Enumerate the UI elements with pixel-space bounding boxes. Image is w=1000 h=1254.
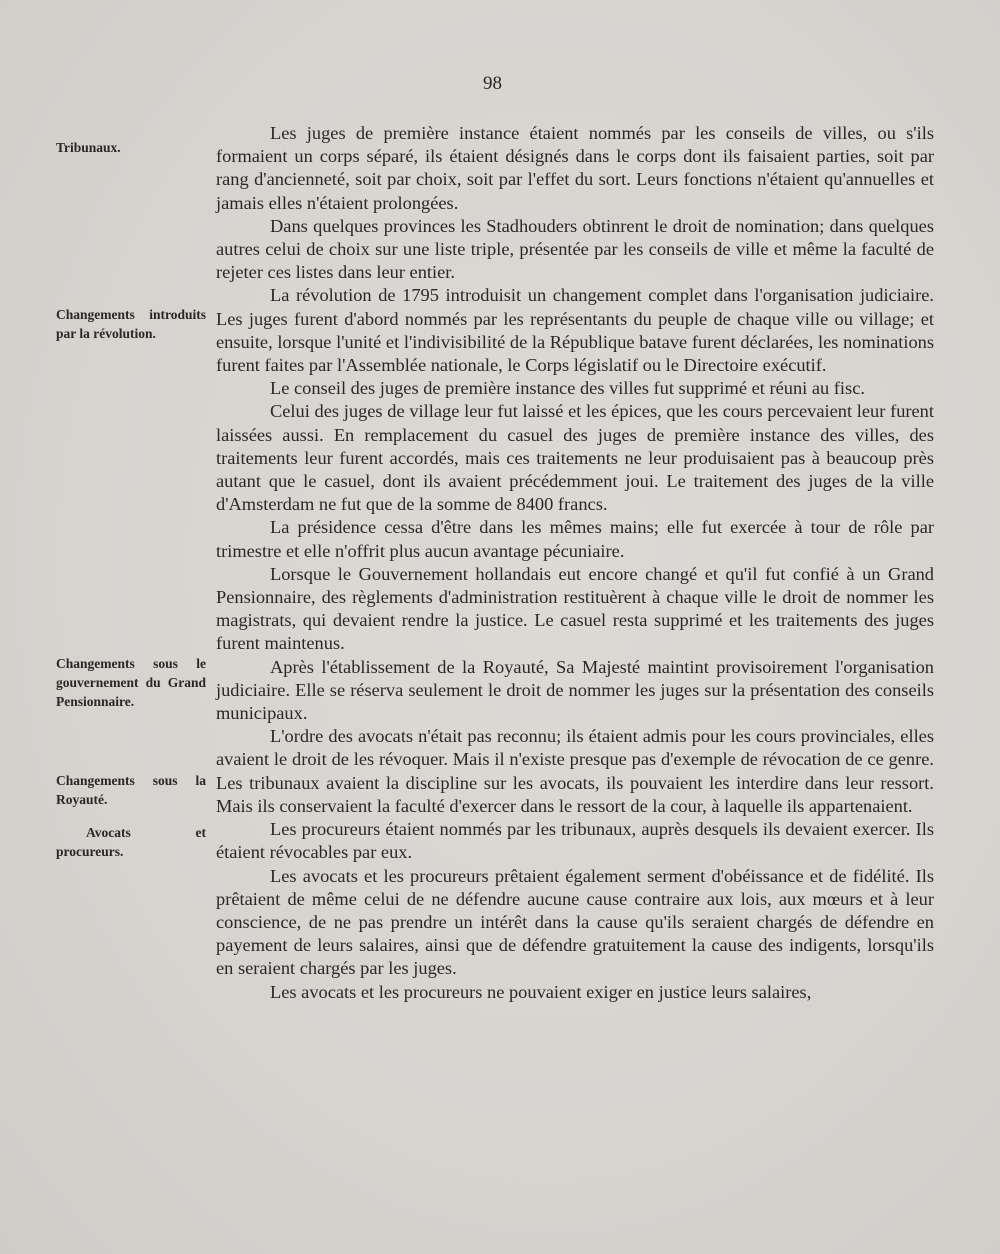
- paragraph: Lorsque le Gouvernement hollandais eut encore changé et qu'il fut confié à un Grand Pensionnaire, des règlements d'administration restituèrent à chaque ville le droit de nommer les magistrats, qui devaient rendre la justice. Le casuel resta supprimé et les traitements des juges furent maintenus.: [216, 563, 934, 654]
- body-text: [216, 122, 934, 1004]
- margin-note-revolution: Changements introduits par la révolution.: [56, 307, 206, 341]
- paragraph: Les avocats et les procureurs ne pouvaient exiger en justice leurs salaires,: [270, 981, 812, 1002]
- margin-note-avocats: Avocats et procureurs.: [56, 825, 206, 859]
- margin-note-grand-pensionnaire: Changements sous le gouvernement du Grand Pensionnaire.: [56, 656, 206, 709]
- paragraph: Les procureurs étaient nommés par les tribunaux, auprès desquels ils devaient exercer. Ils étaient révocables par eux.: [216, 819, 934, 863]
- margin-note-royaute: Changements sous la Royauté.: [56, 773, 206, 807]
- page-number: 98: [483, 73, 502, 94]
- paragraph: L'ordre des avocats n'était pas reconnu; ils étaient admis pour les cours provinciales, elles avaient le droit de les révoquer. Mais il n'existe presque pas d'exemple de révocation de ce genre. Les tribunaux avaient la discipline sur les avocats, ils pouvaient les interdire dans leur ressort. Mais ils conservaient la faculté d'exercer dans le ressort de la cour, à laquelle ils appartenaient.: [216, 726, 934, 816]
- paragraph: Dans quelques provinces les Stadhouders obtinrent le droit de nomination; dans quelques autres celui de choix sur une liste triple, présentée par les conseils de ville et même la faculté de rejeter ces listes dans leur entier.: [216, 215, 934, 283]
- paragraph: Les avocats et les procureurs prêtaient également serment d'obéissance et de fidélité. Ils prêtaient de même celui de ne défendre aucune cause contraire aux lois, aux mœurs et à leur conscience, de ne pas prendre un intérêt dans la cause qu'ils seraient chargés de défendre en payement de leurs salaires, ainsi que de défendre gratuitement la cause des indigents, lorsqu'ils en seraient chargés par les juges.: [216, 865, 934, 979]
- paragraph: Les juges de première instance étaient nommés par les conseils de villes, ou s'ils formaient un corps séparé, ils étaient désignés dans le corps dont ils faisaient parties, soit par rang d'ancienneté, soit par choix, soit par l'effet du sort. Leurs fonctions n'étaient qu'annuelles et jamais elles n'étaient prolongées.: [216, 123, 934, 213]
- paragraph: La présidence cessa d'être dans les mêmes mains; elle fut exercée à tour de rôle par trimestre et elle n'offrit plus aucun avantage pécuniaire.: [216, 517, 934, 561]
- margin-note-tribunaux: Tribunaux.: [56, 140, 121, 155]
- paragraph: La révolution de 1795 introduisit un changement complet dans l'organisation judiciaire. Les juges furent d'abord nommés par les représentants du peuple de chaque ville ou village; et ensuite, lorsque l'unité et l'indivisibilité de la République batave furent déclarées, les nominations furent faites par l'Assemblée nationale, le Corps législatif ou le Directoire exécutif.: [216, 285, 934, 376]
- paragraph: Celui des juges de village leur fut laissé et les épices, que les cours percevaient leur furent laissées aussi. En remplacement du casuel des juges de première instance des villes, des traitements leur furent accordés, mais ces traitements ne leur produisaient pas à beaucoup près autant que le casuel, dont ils avaient précédemment joui. Le traitement des juges de la ville d'Amsterdam ne fut que de la somme de 8400 francs.: [216, 401, 934, 515]
- paragraph: Le conseil des juges de première instance des villes fut supprimé et réuni au fisc.: [270, 378, 865, 399]
- paragraph: Après l'établissement de la Royauté, Sa Majesté maintint provisoirement l'organisation judiciaire. Elle se réserva seulement le droit de nommer les juges sur la présentation des conseils municipaux.: [216, 656, 934, 724]
